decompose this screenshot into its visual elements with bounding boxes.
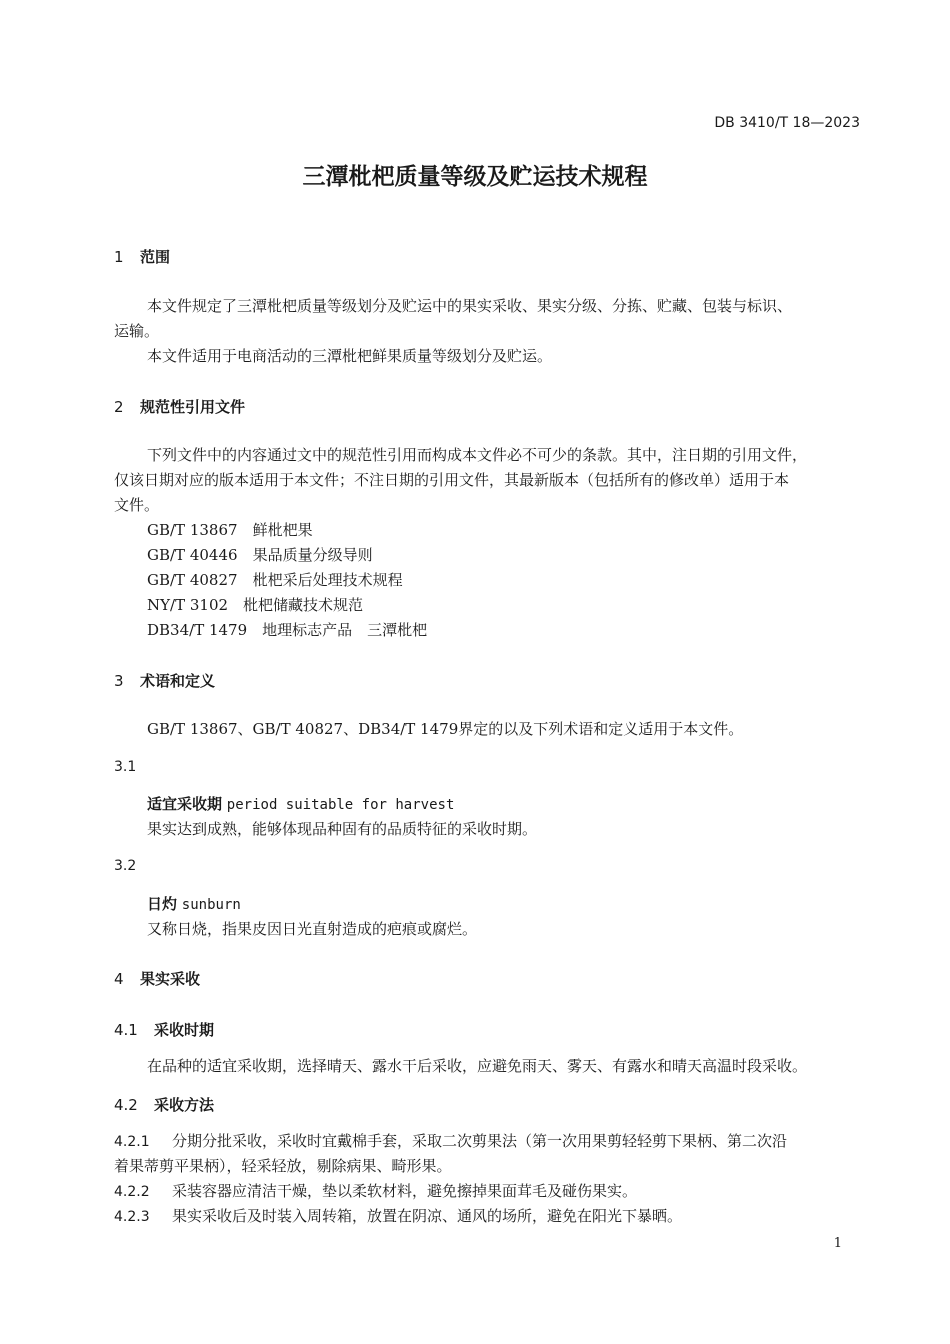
term-english: sunburn xyxy=(181,897,241,913)
section-1-heading xyxy=(114,246,170,267)
section-title: 范围 xyxy=(140,248,171,266)
reference-name: 地理标志产品 三潭枇杷 xyxy=(262,621,428,639)
section-4-heading xyxy=(114,968,200,989)
reference-name: 鲜枇杷果 xyxy=(252,521,313,539)
section-number: 2 xyxy=(114,398,124,416)
clause-item xyxy=(114,1179,637,1205)
reference-code: GB/T 40446 xyxy=(147,546,238,564)
reference-item xyxy=(147,618,427,643)
term-number: 3.2 xyxy=(114,858,137,874)
reference-code: GB/T 40827 xyxy=(147,571,238,589)
paragraph-line: 文件。 xyxy=(114,496,160,514)
document-number: DB 3410/T 18—2023 xyxy=(714,115,860,131)
clause-number: 4.2.3 xyxy=(114,1209,150,1225)
reference-item xyxy=(147,543,373,568)
subsection-number: 4.1 xyxy=(114,1021,138,1039)
reference-item xyxy=(147,518,313,543)
section-title: 规范性引用文件 xyxy=(140,398,246,416)
reference-code: DB34/T 1479 xyxy=(147,621,248,639)
clause-text: 分期分批采收，采收时宜戴棉手套，采取二次剪果法（第一次用果剪轻轻剪下果柄、第二次沿 xyxy=(172,1132,788,1150)
reference-name: 枇杷采后处理技术规程 xyxy=(252,571,403,589)
clause-number: 4.2.2 xyxy=(114,1184,150,1200)
subsection-4-1-heading xyxy=(114,1019,214,1040)
section-3-heading xyxy=(114,670,215,691)
reference-code: NY/T 3102 xyxy=(147,596,229,614)
section-number: 1 xyxy=(114,248,124,266)
paragraph: GB/T 13867、GB/T 40827、DB34/T 1479界定的以及下列术语和定义适用于本文件。 xyxy=(147,720,744,738)
term-heading xyxy=(147,792,454,818)
paragraph: 在品种的适宜采收期，选择晴天、露水干后采收，应避免雨天、雾天、有露水和晴天高温时段采收。 xyxy=(147,1057,808,1075)
paragraph-line: 本文件规定了三潭枇杷质量等级划分及贮运中的果实采收、果实分级、分拣、贮藏、包装与标识、 xyxy=(147,297,793,315)
clause-text: 果实采收后及时装入周转箱，放置在阴凉、通风的场所，避免在阳光下暴晒。 xyxy=(172,1207,683,1225)
clause-item xyxy=(114,1129,787,1155)
paragraph-line: 仅该日期对应的版本适用于本文件；不注日期的引用文件，其最新版本（包括所有的修改单）适用于本 xyxy=(114,471,790,489)
term-definition: 又称日烧，指果皮因日光直射造成的疤痕或腐烂。 xyxy=(147,920,478,938)
reference-code: GB/T 13867 xyxy=(147,521,238,539)
clause-text: 采装容器应清洁干燥，垫以柔软材料，避免擦掉果面茸毛及碰伤果实。 xyxy=(172,1182,638,1200)
term-chinese: 适宜采收期 xyxy=(147,795,223,813)
section-number: 4 xyxy=(114,970,124,988)
section-number: 3 xyxy=(114,672,124,690)
term-chinese: 日灼 xyxy=(147,895,178,913)
term-english: period suitable for harvest xyxy=(226,797,455,813)
section-title: 果实采收 xyxy=(140,970,201,988)
section-title: 术语和定义 xyxy=(140,672,216,690)
subsection-title: 采收方法 xyxy=(154,1096,215,1114)
clause-number: 4.2.1 xyxy=(114,1134,150,1150)
paragraph: 本文件适用于电商活动的三潭枇杷鲜果质量等级划分及贮运。 xyxy=(147,347,553,365)
subsection-number: 4.2 xyxy=(114,1096,138,1114)
page-number: 1 xyxy=(833,1236,842,1251)
reference-name: 果品质量分级导则 xyxy=(252,546,373,564)
term-heading xyxy=(147,892,241,918)
subsection-title: 采收时期 xyxy=(154,1021,215,1039)
document-title: 三潭枇杷质量等级及贮运技术规程 xyxy=(302,164,648,190)
reference-item xyxy=(147,593,363,618)
reference-item xyxy=(147,568,403,593)
section-2-heading xyxy=(114,396,245,417)
term-number: 3.1 xyxy=(114,759,137,775)
clause-item xyxy=(114,1204,682,1230)
subsection-4-2-heading xyxy=(114,1094,214,1115)
clause-line: 着果蒂剪平果柄），轻采轻放，剔除病果、畸形果。 xyxy=(114,1157,452,1175)
paragraph-line: 下列文件中的内容通过文中的规范性引用而构成本文件必不可少的条款。其中，注日期的引用文件， xyxy=(147,446,808,464)
paragraph-line: 运输。 xyxy=(114,322,160,340)
term-definition: 果实达到成熟，能够体现品种固有的品质特征的采收时期。 xyxy=(147,820,538,838)
reference-name: 枇杷储藏技术规范 xyxy=(243,596,364,614)
